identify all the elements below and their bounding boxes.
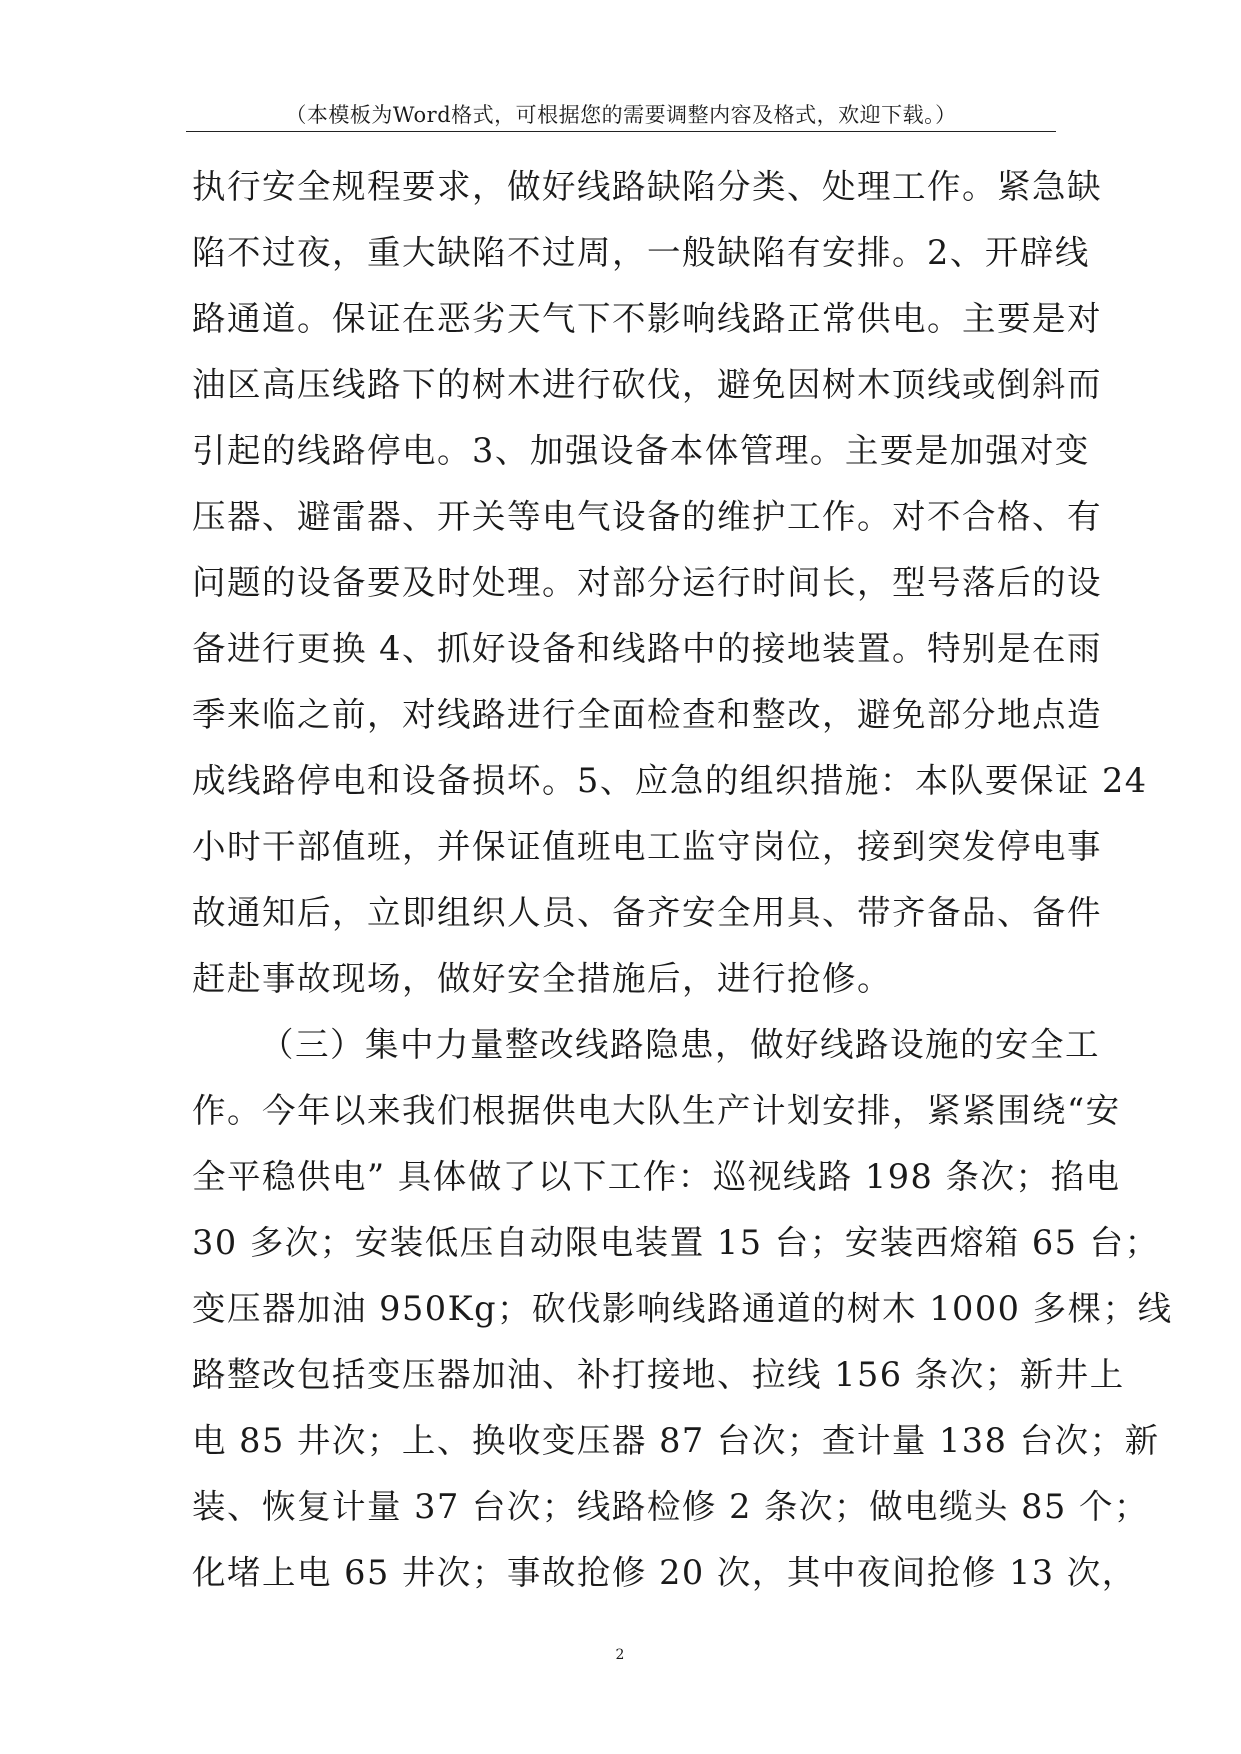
text-line: 压器、避雷器、开关等电气设备的维护工作。对不合格、有 — [192, 497, 1102, 536]
text-line: 电 85 井次；上、换收变压器 87 台次；查计量 138 台次；新 — [192, 1421, 1160, 1460]
text-line: 变压器加油 950Kg；砍伐影响线路通道的树木 1000 多棵；线 — [192, 1289, 1173, 1328]
text-line: 路整改包括变压器加油、补打接地、拉线 156 条次；新井上 — [192, 1355, 1125, 1394]
page-header: （本模板为Word格式，可根据您的需要调整内容及格式，欢迎下载。） — [285, 103, 957, 127]
text-line: 装、恢复计量 37 台次；线路检修 2 条次；做电缆头 85 个； — [192, 1487, 1149, 1526]
text-line: 30 多次；安装低压自动限电装置 15 台；安装西熔箱 65 台； — [192, 1223, 1160, 1262]
text-line: 全平稳供电” 具体做了以下工作：巡视线路 198 条次；掐电 — [192, 1157, 1121, 1196]
text-line: 备进行更换 4、抓好设备和线路中的接地装置。特别是在雨 — [192, 629, 1102, 668]
text-line: 执行安全规程要求，做好线路缺陷分类、处理工作。紧急缺 — [192, 167, 1102, 206]
text-line: 成线路停电和设备损坏。5、应急的组织措施：本队要保证 24 — [192, 761, 1148, 800]
text-line: 季来临之前，对线路进行全面检查和整改，避免部分地点造 — [192, 695, 1102, 734]
text-line: 问题的设备要及时处理。对部分运行时间长，型号落后的设 — [192, 563, 1102, 602]
text-line: 故通知后，立即组织人员、备齐安全用具、带齐备品、备件 — [192, 893, 1102, 932]
body-text — [192, 154, 1173, 1606]
text-line: 化堵上电 65 井次；事故抢修 20 次，其中夜间抢修 13 次， — [192, 1553, 1137, 1592]
section-heading-line: （三）集中力量整改线路隐患，做好线路设施的安全工 — [260, 1025, 1100, 1064]
text-line: 陷不过夜，重大缺陷不过周，一般缺陷有安排。2、开辟线 — [192, 233, 1090, 272]
text-line: 油区高压线路下的树木进行砍伐，避免因树木顶线或倒斜而 — [192, 365, 1102, 404]
header-divider — [186, 131, 1056, 132]
text-line: 作。今年以来我们根据供电大队生产计划安排，紧紧围绕“安 — [192, 1091, 1121, 1130]
text-line: 赶赴事故现场，做好安全措施后，进行抢修。 — [192, 959, 892, 998]
page-number: 2 — [615, 1647, 625, 1663]
text-line: 小时干部值班，并保证值班电工监守岗位，接到突发停电事 — [192, 827, 1102, 866]
text-line: 路通道。保证在恶劣天气下不影响线路正常供电。主要是对 — [192, 299, 1102, 338]
text-line: 引起的线路停电。3、加强设备本体管理。主要是加强对变 — [192, 431, 1090, 470]
